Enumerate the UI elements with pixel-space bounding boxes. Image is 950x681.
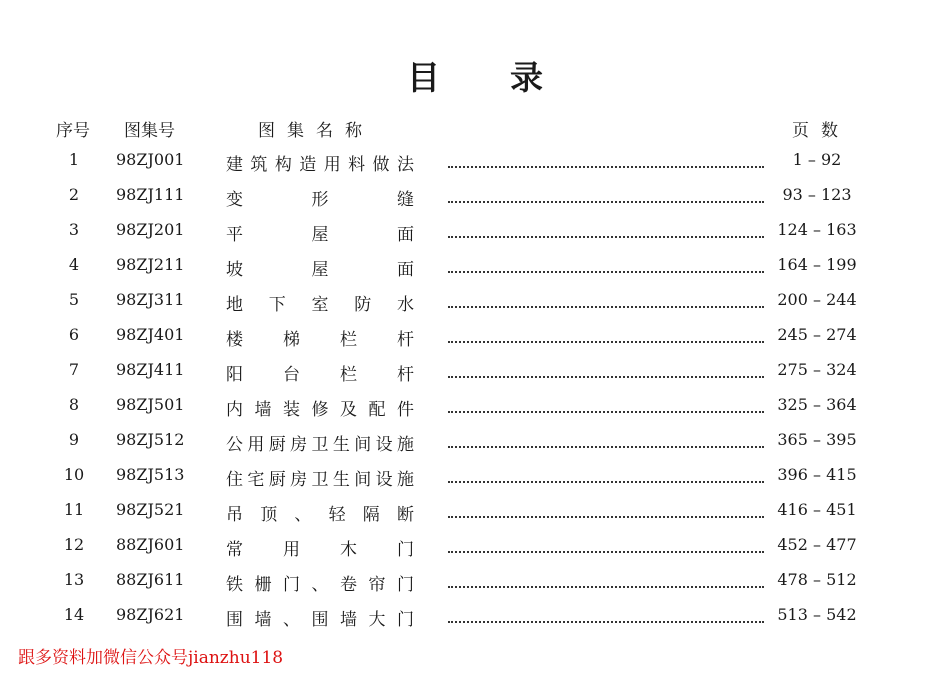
toc-row[interactable]	[0, 255, 950, 285]
title-part-2: 录	[510, 58, 543, 97]
row-name: 阳 台 栏 杆	[226, 365, 414, 385]
toc-row[interactable]	[0, 500, 950, 530]
row-number: 2	[68, 185, 80, 204]
toc-row[interactable]	[0, 290, 950, 320]
toc-row[interactable]	[0, 465, 950, 495]
header-pages: 页数	[792, 121, 850, 141]
row-number: 1	[68, 150, 80, 169]
row-name: 常 用 木 门	[226, 540, 414, 560]
row-code: 98ZJ201	[116, 220, 185, 239]
dot-leader	[448, 292, 764, 308]
dot-leader	[448, 572, 764, 588]
row-name: 变 形 缝	[226, 190, 414, 210]
row-name: 铁 栅 门 、 卷 帘 门	[226, 575, 414, 595]
dot-leader	[448, 397, 764, 413]
dot-leader	[448, 187, 764, 203]
row-code: 98ZJ501	[116, 395, 185, 414]
row-code: 98ZJ311	[116, 290, 185, 309]
row-number: 3	[68, 220, 80, 239]
row-number: 11	[63, 500, 85, 519]
row-pages: 1 – 92	[792, 150, 842, 169]
row-code: 88ZJ601	[116, 535, 185, 554]
title-part-1: 目	[407, 58, 440, 97]
dot-leader	[448, 222, 764, 238]
row-code: 98ZJ111	[116, 185, 185, 204]
row-number: 8	[68, 395, 80, 414]
row-code: 88ZJ611	[116, 570, 185, 589]
row-pages: 513 – 542	[777, 605, 857, 624]
row-code: 98ZJ001	[116, 150, 185, 169]
row-number: 7	[68, 360, 80, 379]
toc-row[interactable]	[0, 605, 950, 635]
dot-leader	[448, 502, 764, 518]
toc-row[interactable]	[0, 220, 950, 250]
dot-leader	[448, 537, 764, 553]
row-name: 内 墙 装 修 及 配 件	[226, 400, 414, 420]
row-code: 98ZJ512	[116, 430, 185, 449]
footer-note: 跟多资料加微信公众号jianzhu118	[18, 648, 284, 668]
dot-leader	[448, 257, 764, 273]
row-pages: 325 – 364	[777, 395, 857, 414]
row-pages: 164 – 199	[777, 255, 857, 274]
row-code: 98ZJ401	[116, 325, 185, 344]
row-pages: 365 – 395	[777, 430, 857, 449]
row-pages: 396 – 415	[777, 465, 857, 484]
header-code: 图集号	[124, 121, 175, 141]
row-pages: 452 – 477	[777, 535, 857, 554]
row-pages: 416 – 451	[777, 500, 857, 519]
row-pages: 478 – 512	[777, 570, 857, 589]
row-code: 98ZJ621	[116, 605, 185, 624]
row-number: 12	[63, 535, 85, 554]
row-pages: 93 – 123	[782, 185, 852, 204]
row-name: 楼 梯 栏 杆	[226, 330, 414, 350]
dot-leader	[448, 607, 764, 623]
toc-row[interactable]	[0, 325, 950, 355]
row-name: 吊 顶 、 轻 隔 断	[226, 505, 414, 525]
toc-row[interactable]	[0, 360, 950, 390]
toc-row[interactable]	[0, 395, 950, 425]
toc-row[interactable]	[0, 535, 950, 565]
row-number: 4	[68, 255, 80, 274]
row-pages: 124 – 163	[777, 220, 857, 239]
row-number: 14	[63, 605, 85, 624]
row-name: 围 墙 、 围 墙 大 门	[226, 610, 414, 630]
row-name: 公 用 厨 房 卫 生 间 设 施	[226, 435, 414, 455]
row-name: 平 屋 面	[226, 225, 414, 245]
dot-leader	[448, 467, 764, 483]
row-pages: 275 – 324	[777, 360, 857, 379]
toc-row[interactable]	[0, 185, 950, 215]
toc-row[interactable]	[0, 150, 950, 180]
row-code: 98ZJ211	[116, 255, 185, 274]
toc-row[interactable]	[0, 430, 950, 460]
row-number: 13	[63, 570, 85, 589]
dot-leader	[448, 432, 764, 448]
row-pages: 200 – 244	[777, 290, 857, 309]
row-name: 地 下 室 防 水	[226, 295, 414, 315]
row-code: 98ZJ513	[116, 465, 185, 484]
row-number: 9	[68, 430, 80, 449]
row-name: 坡 屋 面	[226, 260, 414, 280]
row-pages: 245 – 274	[777, 325, 857, 344]
page-title	[0, 52, 950, 99]
dot-leader	[448, 362, 764, 378]
row-number: 10	[63, 465, 85, 484]
row-number: 6	[68, 325, 80, 344]
dot-leader	[448, 327, 764, 343]
header-name: 图集名称	[258, 121, 374, 141]
row-name: 建 筑 构 造 用 料 做 法	[226, 155, 414, 175]
header-number: 序号	[56, 121, 90, 141]
row-name: 住 宅 厨 房 卫 生 间 设 施	[226, 470, 414, 490]
row-code: 98ZJ411	[116, 360, 185, 379]
row-code: 98ZJ521	[116, 500, 185, 519]
toc-row[interactable]	[0, 570, 950, 600]
row-number: 5	[68, 290, 80, 309]
dot-leader	[448, 152, 764, 168]
